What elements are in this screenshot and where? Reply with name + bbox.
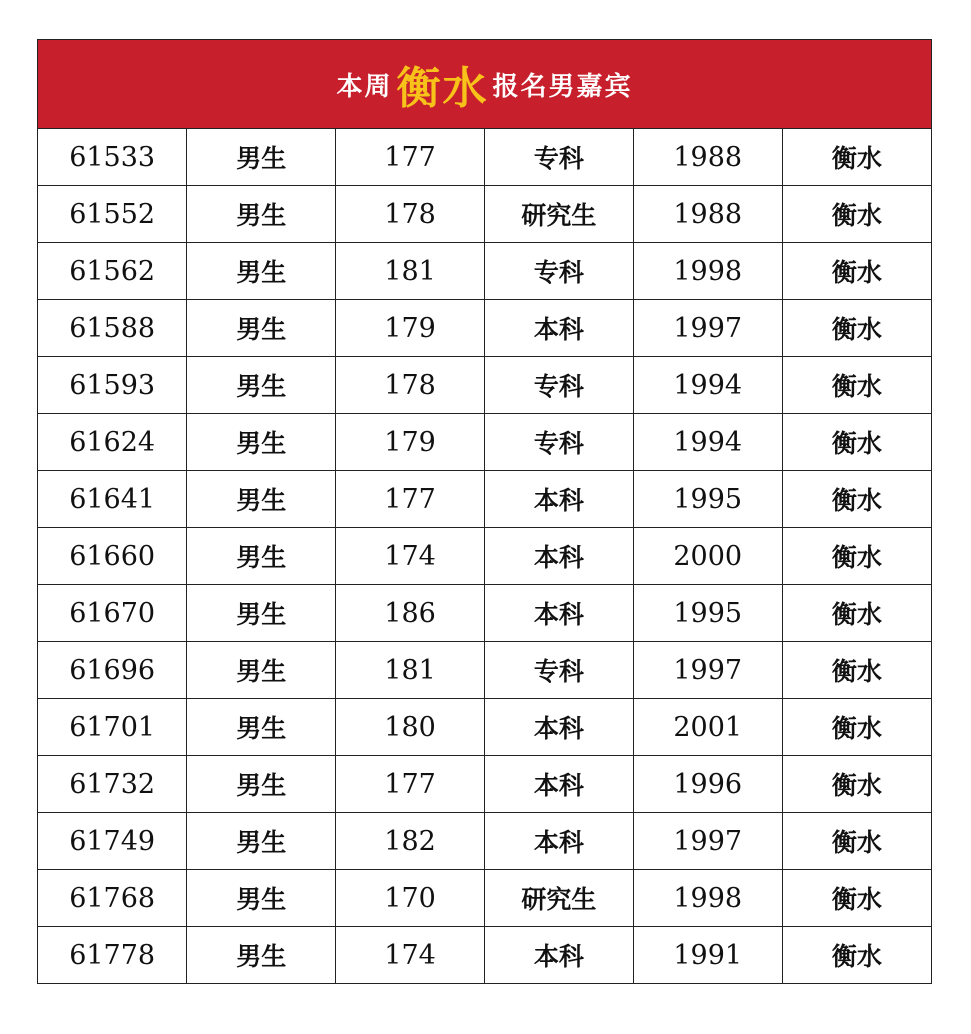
cell-education: 本科 (484, 813, 633, 870)
cell-height: 178 (336, 357, 485, 414)
cell-education: 专科 (484, 129, 633, 186)
cell-height: 174 (336, 528, 485, 585)
cell-id: 61641 (38, 471, 187, 528)
banner-title (38, 40, 931, 129)
cell-birth-year: 1988 (633, 129, 782, 186)
cell-gender: 男生 (187, 927, 336, 984)
banner-prefix: 本周 (336, 71, 393, 102)
cell-gender: 男生 (187, 585, 336, 642)
cell-height: 177 (336, 756, 485, 813)
cell-birth-year: 1997 (633, 642, 782, 699)
cell-height: 181 (336, 642, 485, 699)
cell-id: 61552 (38, 186, 187, 243)
cell-height: 179 (336, 414, 485, 471)
cell-id: 61588 (38, 300, 187, 357)
cell-education: 专科 (484, 414, 633, 471)
cell-id: 61593 (38, 357, 187, 414)
cell-education: 本科 (484, 699, 633, 756)
table-row (38, 471, 931, 528)
cell-education: 本科 (484, 756, 633, 813)
cell-city: 衡水 (782, 129, 931, 186)
cell-id: 61732 (38, 756, 187, 813)
cell-city: 衡水 (782, 528, 931, 585)
cell-education: 专科 (484, 243, 633, 300)
cell-gender: 男生 (187, 129, 336, 186)
cell-birth-year: 1998 (633, 870, 782, 927)
cell-city: 衡水 (782, 870, 931, 927)
cell-id: 61768 (38, 870, 187, 927)
table-row (38, 870, 931, 927)
cell-gender: 男生 (187, 471, 336, 528)
cell-education: 研究生 (484, 186, 633, 243)
table-row (38, 585, 931, 642)
cell-city: 衡水 (782, 186, 931, 243)
cell-city: 衡水 (831, 942, 882, 971)
cell-height: 186 (336, 585, 485, 642)
cell-height: 170 (336, 870, 485, 927)
cell-id: 61749 (38, 813, 187, 870)
cell-height: 181 (336, 243, 485, 300)
guest-table-body (38, 129, 931, 983)
cell-gender: 男生 (187, 699, 336, 756)
table-row (38, 357, 931, 414)
table-row (38, 642, 931, 699)
table-row (38, 699, 931, 756)
table-row (38, 414, 931, 471)
cell-birth-year: 1998 (633, 243, 782, 300)
cell-id: 61696 (38, 642, 187, 699)
cell-id: 61778 (38, 927, 187, 984)
cell-id: 61670 (38, 585, 187, 642)
table-row (38, 129, 931, 186)
cell-education: 本科 (484, 528, 633, 585)
cell-gender: 男生 (187, 642, 336, 699)
cell-height: 182 (336, 813, 485, 870)
cell-birth-year: 1997 (633, 813, 782, 870)
cell-id: 61701 (38, 699, 187, 756)
cell-birth-year: 2000 (633, 528, 782, 585)
cell-education: 本科 (484, 471, 633, 528)
cell-city: 衡水 (782, 813, 931, 870)
cell-city: 衡水 (782, 756, 931, 813)
cell-birth-year: 1991 (633, 927, 782, 984)
cell-city: 衡水 (782, 300, 931, 357)
cell-id: 61624 (38, 414, 187, 471)
cell-gender: 男生 (187, 813, 336, 870)
cell-gender: 男生 (187, 528, 336, 585)
cell-gender: 男生 (187, 756, 336, 813)
banner-highlight: 衡水 (396, 63, 489, 114)
cell-education: 本科 (484, 927, 633, 984)
table-row (38, 243, 931, 300)
cell-height: 180 (336, 699, 485, 756)
cell-city: 衡水 (782, 243, 931, 300)
guest-table (38, 129, 931, 983)
roster-sheet (37, 39, 932, 984)
cell-education: 研究生 (484, 870, 633, 927)
cell-gender: 男生 (187, 870, 336, 927)
cell-gender: 男生 (187, 414, 336, 471)
cell-city: 衡水 (782, 357, 931, 414)
cell-birth-year: 2001 (633, 699, 782, 756)
table-row (38, 756, 931, 813)
cell-birth-year: 1994 (633, 414, 782, 471)
cell-height: 177 (336, 471, 485, 528)
cell-birth-year: 1995 (633, 585, 782, 642)
table-row (38, 813, 931, 870)
cell-gender: 男生 (187, 186, 336, 243)
table-row (38, 927, 931, 984)
cell-city: 衡水 (782, 471, 931, 528)
table-row (38, 528, 931, 585)
cell-education: 专科 (484, 642, 633, 699)
cell-height: 179 (336, 300, 485, 357)
cell-height: 178 (336, 186, 485, 243)
cell-gender: 男生 (187, 357, 336, 414)
cell-birth-year: 1996 (633, 756, 782, 813)
cell-education: 本科 (484, 300, 633, 357)
cell-height: 177 (336, 129, 485, 186)
cell-city: 衡水 (782, 642, 931, 699)
cell-education: 专科 (484, 357, 633, 414)
cell-gender: 男生 (187, 300, 336, 357)
cell-gender: 男生 (187, 243, 336, 300)
cell-id: 61660 (38, 528, 187, 585)
cell-birth-year: 1997 (633, 300, 782, 357)
cell-city: 衡水 (782, 585, 931, 642)
cell-id: 61562 (38, 243, 187, 300)
cell-birth-year: 1988 (633, 186, 782, 243)
cell-height: 174 (336, 927, 485, 984)
table-row (38, 300, 931, 357)
banner-suffix: 报名男嘉宾 (492, 71, 633, 102)
cell-birth-year: 1994 (633, 357, 782, 414)
cell-education: 本科 (484, 585, 633, 642)
cell-id: 61533 (38, 129, 187, 186)
cell-city: 衡水 (782, 699, 931, 756)
cell-city: 衡水 (782, 414, 931, 471)
cell-birth-year: 1995 (633, 471, 782, 528)
table-row (38, 186, 931, 243)
